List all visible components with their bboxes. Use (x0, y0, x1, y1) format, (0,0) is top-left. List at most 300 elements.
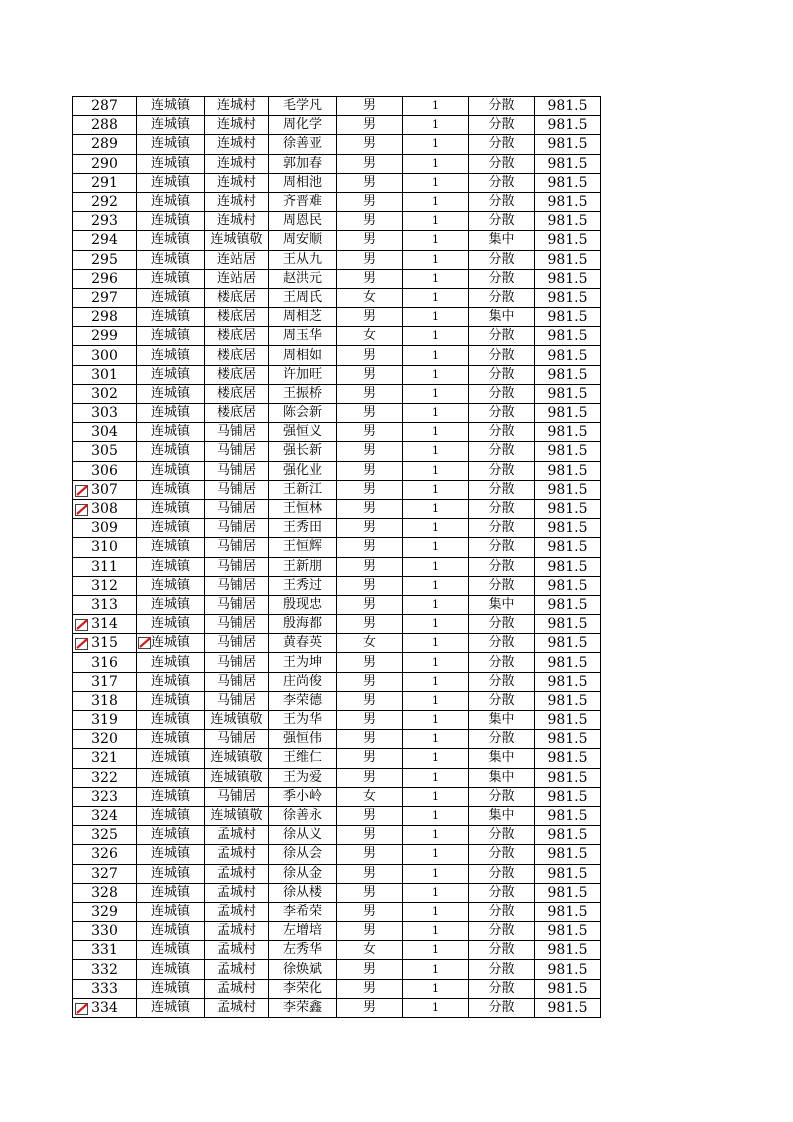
cell-gender[interactable] (337, 672, 403, 691)
cell-gender[interactable] (337, 768, 403, 787)
cell-amount[interactable] (535, 365, 601, 384)
cell-no[interactable] (73, 461, 137, 480)
cell-amount[interactable] (535, 212, 601, 231)
cell-no[interactable] (73, 269, 137, 288)
cell-gender[interactable] (337, 154, 403, 173)
cell-mode[interactable] (469, 634, 535, 653)
cell-no[interactable] (73, 768, 137, 787)
cell-village[interactable] (205, 826, 269, 845)
cell-mode[interactable] (469, 826, 535, 845)
cell-gender[interactable] (337, 806, 403, 825)
cell-amount[interactable] (535, 384, 601, 403)
cell-town[interactable] (137, 269, 205, 288)
comment-marker-icon[interactable] (75, 637, 88, 649)
cell-mode[interactable] (469, 595, 535, 614)
cell-amount[interactable] (535, 173, 601, 192)
cell-gender[interactable] (337, 730, 403, 749)
cell-name[interactable] (269, 97, 337, 116)
cell-mode[interactable] (469, 998, 535, 1017)
cell-mode[interactable] (469, 576, 535, 595)
cell-no[interactable] (73, 883, 137, 902)
cell-amount[interactable] (535, 269, 601, 288)
cell-name[interactable] (269, 173, 337, 192)
cell-gender[interactable] (337, 173, 403, 192)
cell-no[interactable] (73, 653, 137, 672)
cell-name[interactable] (269, 711, 337, 730)
cell-gender[interactable] (337, 346, 403, 365)
cell-name[interactable] (269, 116, 337, 135)
cell-no[interactable] (73, 941, 137, 960)
cell-name[interactable] (269, 327, 337, 346)
cell-mode[interactable] (469, 231, 535, 250)
cell-count[interactable] (403, 768, 469, 787)
cell-gender[interactable] (337, 826, 403, 845)
cell-mode[interactable] (469, 902, 535, 921)
comment-marker-icon[interactable] (75, 1002, 88, 1014)
cell-count[interactable] (403, 192, 469, 211)
cell-mode[interactable] (469, 423, 535, 442)
cell-mode[interactable] (469, 730, 535, 749)
cell-name[interactable] (269, 442, 337, 461)
cell-village[interactable] (205, 557, 269, 576)
cell-gender[interactable] (337, 327, 403, 346)
cell-no[interactable] (73, 154, 137, 173)
cell-town[interactable] (137, 576, 205, 595)
cell-village[interactable] (205, 615, 269, 634)
cell-no[interactable] (73, 922, 137, 941)
cell-count[interactable] (403, 538, 469, 557)
cell-amount[interactable] (535, 998, 601, 1017)
cell-name[interactable] (269, 595, 337, 614)
cell-gender[interactable] (337, 998, 403, 1017)
cell-town[interactable] (137, 231, 205, 250)
cell-no[interactable] (73, 212, 137, 231)
cell-town[interactable] (137, 749, 205, 768)
cell-name[interactable] (269, 845, 337, 864)
cell-village[interactable] (205, 634, 269, 653)
cell-count[interactable] (403, 615, 469, 634)
cell-no[interactable] (73, 442, 137, 461)
cell-amount[interactable] (535, 653, 601, 672)
cell-amount[interactable] (535, 711, 601, 730)
cell-mode[interactable] (469, 979, 535, 998)
cell-amount[interactable] (535, 845, 601, 864)
cell-count[interactable] (403, 480, 469, 499)
cell-no[interactable] (73, 998, 137, 1017)
cell-amount[interactable] (535, 595, 601, 614)
cell-count[interactable] (403, 634, 469, 653)
cell-gender[interactable] (337, 749, 403, 768)
cell-name[interactable] (269, 519, 337, 538)
cell-mode[interactable] (469, 442, 535, 461)
cell-gender[interactable] (337, 864, 403, 883)
cell-count[interactable] (403, 154, 469, 173)
cell-village[interactable] (205, 941, 269, 960)
cell-no[interactable] (73, 346, 137, 365)
cell-count[interactable] (403, 691, 469, 710)
cell-town[interactable] (137, 557, 205, 576)
cell-town[interactable] (137, 845, 205, 864)
cell-name[interactable] (269, 231, 337, 250)
cell-mode[interactable] (469, 135, 535, 154)
cell-count[interactable] (403, 826, 469, 845)
cell-town[interactable] (137, 97, 205, 116)
cell-name[interactable] (269, 135, 337, 154)
cell-amount[interactable] (535, 826, 601, 845)
cell-amount[interactable] (535, 922, 601, 941)
cell-no[interactable] (73, 192, 137, 211)
cell-town[interactable] (137, 442, 205, 461)
cell-no[interactable] (73, 538, 137, 557)
cell-name[interactable] (269, 480, 337, 499)
cell-count[interactable] (403, 730, 469, 749)
cell-gender[interactable] (337, 941, 403, 960)
cell-mode[interactable] (469, 883, 535, 902)
cell-village[interactable] (205, 480, 269, 499)
cell-town[interactable] (137, 135, 205, 154)
cell-name[interactable] (269, 154, 337, 173)
cell-mode[interactable] (469, 653, 535, 672)
cell-town[interactable] (137, 806, 205, 825)
cell-village[interactable] (205, 442, 269, 461)
cell-no[interactable] (73, 787, 137, 806)
cell-mode[interactable] (469, 192, 535, 211)
cell-amount[interactable] (535, 519, 601, 538)
cell-count[interactable] (403, 308, 469, 327)
cell-count[interactable] (403, 576, 469, 595)
cell-village[interactable] (205, 327, 269, 346)
cell-no[interactable] (73, 116, 137, 135)
cell-name[interactable] (269, 979, 337, 998)
cell-village[interactable] (205, 192, 269, 211)
cell-village[interactable] (205, 423, 269, 442)
cell-count[interactable] (403, 250, 469, 269)
cell-amount[interactable] (535, 404, 601, 423)
cell-gender[interactable] (337, 557, 403, 576)
cell-mode[interactable] (469, 499, 535, 518)
cell-town[interactable] (137, 461, 205, 480)
cell-gender[interactable] (337, 576, 403, 595)
cell-count[interactable] (403, 212, 469, 231)
cell-town[interactable] (137, 519, 205, 538)
cell-amount[interactable] (535, 250, 601, 269)
cell-town[interactable] (137, 308, 205, 327)
cell-village[interactable] (205, 845, 269, 864)
cell-name[interactable] (269, 365, 337, 384)
cell-name[interactable] (269, 998, 337, 1017)
cell-amount[interactable] (535, 634, 601, 653)
cell-village[interactable] (205, 538, 269, 557)
cell-no[interactable] (73, 173, 137, 192)
cell-town[interactable] (137, 423, 205, 442)
cell-village[interactable] (205, 653, 269, 672)
cell-mode[interactable] (469, 365, 535, 384)
cell-village[interactable] (205, 902, 269, 921)
cell-village[interactable] (205, 269, 269, 288)
cell-mode[interactable] (469, 672, 535, 691)
cell-town[interactable] (137, 346, 205, 365)
cell-gender[interactable] (337, 883, 403, 902)
cell-village[interactable] (205, 922, 269, 941)
cell-no[interactable] (73, 576, 137, 595)
cell-mode[interactable] (469, 749, 535, 768)
cell-town[interactable] (137, 941, 205, 960)
cell-village[interactable] (205, 135, 269, 154)
cell-mode[interactable] (469, 404, 535, 423)
cell-name[interactable] (269, 423, 337, 442)
cell-gender[interactable] (337, 288, 403, 307)
cell-count[interactable] (403, 653, 469, 672)
cell-count[interactable] (403, 519, 469, 538)
cell-mode[interactable] (469, 308, 535, 327)
cell-town[interactable] (137, 365, 205, 384)
comment-marker-icon[interactable] (138, 637, 151, 649)
cell-name[interactable] (269, 960, 337, 979)
cell-mode[interactable] (469, 480, 535, 499)
cell-village[interactable] (205, 461, 269, 480)
cell-gender[interactable] (337, 845, 403, 864)
cell-amount[interactable] (535, 327, 601, 346)
cell-amount[interactable] (535, 979, 601, 998)
cell-amount[interactable] (535, 135, 601, 154)
cell-amount[interactable] (535, 557, 601, 576)
cell-village[interactable] (205, 116, 269, 135)
cell-gender[interactable] (337, 442, 403, 461)
cell-count[interactable] (403, 960, 469, 979)
cell-gender[interactable] (337, 365, 403, 384)
cell-mode[interactable] (469, 787, 535, 806)
cell-amount[interactable] (535, 308, 601, 327)
cell-name[interactable] (269, 672, 337, 691)
cell-gender[interactable] (337, 250, 403, 269)
cell-name[interactable] (269, 653, 337, 672)
cell-town[interactable] (137, 960, 205, 979)
cell-mode[interactable] (469, 154, 535, 173)
cell-amount[interactable] (535, 154, 601, 173)
cell-name[interactable] (269, 269, 337, 288)
cell-amount[interactable] (535, 902, 601, 921)
cell-no[interactable] (73, 557, 137, 576)
cell-village[interactable] (205, 154, 269, 173)
cell-no[interactable] (73, 384, 137, 403)
cell-gender[interactable] (337, 691, 403, 710)
cell-gender[interactable] (337, 960, 403, 979)
cell-gender[interactable] (337, 902, 403, 921)
cell-no[interactable] (73, 97, 137, 116)
cell-name[interactable] (269, 922, 337, 941)
cell-no[interactable] (73, 327, 137, 346)
cell-no[interactable] (73, 423, 137, 442)
cell-no[interactable] (73, 499, 137, 518)
cell-village[interactable] (205, 672, 269, 691)
cell-name[interactable] (269, 461, 337, 480)
cell-village[interactable] (205, 730, 269, 749)
cell-mode[interactable] (469, 327, 535, 346)
cell-town[interactable] (137, 634, 205, 653)
cell-town[interactable] (137, 384, 205, 403)
cell-name[interactable] (269, 883, 337, 902)
cell-no[interactable] (73, 288, 137, 307)
cell-amount[interactable] (535, 672, 601, 691)
cell-town[interactable] (137, 826, 205, 845)
cell-mode[interactable] (469, 384, 535, 403)
cell-mode[interactable] (469, 212, 535, 231)
cell-village[interactable] (205, 749, 269, 768)
cell-mode[interactable] (469, 288, 535, 307)
cell-count[interactable] (403, 883, 469, 902)
cell-amount[interactable] (535, 97, 601, 116)
cell-name[interactable] (269, 212, 337, 231)
cell-count[interactable] (403, 749, 469, 768)
cell-no[interactable] (73, 749, 137, 768)
cell-amount[interactable] (535, 480, 601, 499)
cell-count[interactable] (403, 672, 469, 691)
comment-marker-icon[interactable] (75, 618, 88, 630)
cell-no[interactable] (73, 135, 137, 154)
cell-name[interactable] (269, 499, 337, 518)
cell-name[interactable] (269, 634, 337, 653)
cell-name[interactable] (269, 538, 337, 557)
cell-no[interactable] (73, 672, 137, 691)
cell-count[interactable] (403, 423, 469, 442)
cell-count[interactable] (403, 902, 469, 921)
cell-gender[interactable] (337, 404, 403, 423)
cell-name[interactable] (269, 288, 337, 307)
cell-town[interactable] (137, 154, 205, 173)
cell-town[interactable] (137, 538, 205, 557)
cell-village[interactable] (205, 595, 269, 614)
cell-no[interactable] (73, 634, 137, 653)
cell-no[interactable] (73, 231, 137, 250)
cell-village[interactable] (205, 768, 269, 787)
cell-count[interactable] (403, 173, 469, 192)
cell-name[interactable] (269, 902, 337, 921)
cell-count[interactable] (403, 922, 469, 941)
cell-amount[interactable] (535, 615, 601, 634)
cell-gender[interactable] (337, 384, 403, 403)
cell-name[interactable] (269, 787, 337, 806)
cell-amount[interactable] (535, 941, 601, 960)
cell-amount[interactable] (535, 423, 601, 442)
cell-gender[interactable] (337, 979, 403, 998)
cell-count[interactable] (403, 499, 469, 518)
cell-village[interactable] (205, 288, 269, 307)
cell-name[interactable] (269, 826, 337, 845)
cell-count[interactable] (403, 595, 469, 614)
cell-amount[interactable] (535, 288, 601, 307)
cell-mode[interactable] (469, 269, 535, 288)
cell-count[interactable] (403, 135, 469, 154)
cell-village[interactable] (205, 864, 269, 883)
cell-village[interactable] (205, 404, 269, 423)
cell-gender[interactable] (337, 615, 403, 634)
cell-name[interactable] (269, 730, 337, 749)
cell-amount[interactable] (535, 691, 601, 710)
cell-no[interactable] (73, 864, 137, 883)
cell-name[interactable] (269, 250, 337, 269)
cell-village[interactable] (205, 787, 269, 806)
cell-village[interactable] (205, 979, 269, 998)
cell-amount[interactable] (535, 730, 601, 749)
cell-town[interactable] (137, 730, 205, 749)
cell-no[interactable] (73, 365, 137, 384)
cell-amount[interactable] (535, 768, 601, 787)
cell-amount[interactable] (535, 346, 601, 365)
cell-count[interactable] (403, 787, 469, 806)
cell-amount[interactable] (535, 787, 601, 806)
cell-count[interactable] (403, 979, 469, 998)
cell-name[interactable] (269, 404, 337, 423)
cell-name[interactable] (269, 308, 337, 327)
cell-town[interactable] (137, 615, 205, 634)
cell-no[interactable] (73, 250, 137, 269)
cell-count[interactable] (403, 404, 469, 423)
cell-village[interactable] (205, 576, 269, 595)
cell-town[interactable] (137, 173, 205, 192)
cell-mode[interactable] (469, 519, 535, 538)
cell-amount[interactable] (535, 192, 601, 211)
cell-count[interactable] (403, 288, 469, 307)
cell-no[interactable] (73, 615, 137, 634)
cell-mode[interactable] (469, 864, 535, 883)
cell-village[interactable] (205, 883, 269, 902)
cell-amount[interactable] (535, 231, 601, 250)
cell-village[interactable] (205, 250, 269, 269)
cell-mode[interactable] (469, 173, 535, 192)
cell-gender[interactable] (337, 135, 403, 154)
cell-no[interactable] (73, 979, 137, 998)
cell-no[interactable] (73, 902, 137, 921)
cell-name[interactable] (269, 615, 337, 634)
cell-village[interactable] (205, 173, 269, 192)
cell-gender[interactable] (337, 212, 403, 231)
cell-no[interactable] (73, 480, 137, 499)
cell-village[interactable] (205, 960, 269, 979)
cell-mode[interactable] (469, 806, 535, 825)
cell-count[interactable] (403, 557, 469, 576)
cell-count[interactable] (403, 998, 469, 1017)
cell-village[interactable] (205, 346, 269, 365)
cell-town[interactable] (137, 883, 205, 902)
cell-gender[interactable] (337, 634, 403, 653)
cell-count[interactable] (403, 97, 469, 116)
cell-mode[interactable] (469, 711, 535, 730)
cell-town[interactable] (137, 288, 205, 307)
cell-no[interactable] (73, 404, 137, 423)
cell-count[interactable] (403, 711, 469, 730)
cell-mode[interactable] (469, 116, 535, 135)
cell-village[interactable] (205, 231, 269, 250)
cell-mode[interactable] (469, 768, 535, 787)
cell-village[interactable] (205, 691, 269, 710)
cell-village[interactable] (205, 519, 269, 538)
cell-town[interactable] (137, 902, 205, 921)
comment-marker-icon[interactable] (75, 484, 88, 496)
cell-count[interactable] (403, 365, 469, 384)
cell-town[interactable] (137, 653, 205, 672)
cell-town[interactable] (137, 116, 205, 135)
cell-gender[interactable] (337, 231, 403, 250)
cell-village[interactable] (205, 711, 269, 730)
cell-amount[interactable] (535, 538, 601, 557)
cell-gender[interactable] (337, 787, 403, 806)
cell-village[interactable] (205, 499, 269, 518)
cell-count[interactable] (403, 384, 469, 403)
cell-amount[interactable] (535, 442, 601, 461)
cell-village[interactable] (205, 806, 269, 825)
cell-gender[interactable] (337, 480, 403, 499)
cell-no[interactable] (73, 845, 137, 864)
